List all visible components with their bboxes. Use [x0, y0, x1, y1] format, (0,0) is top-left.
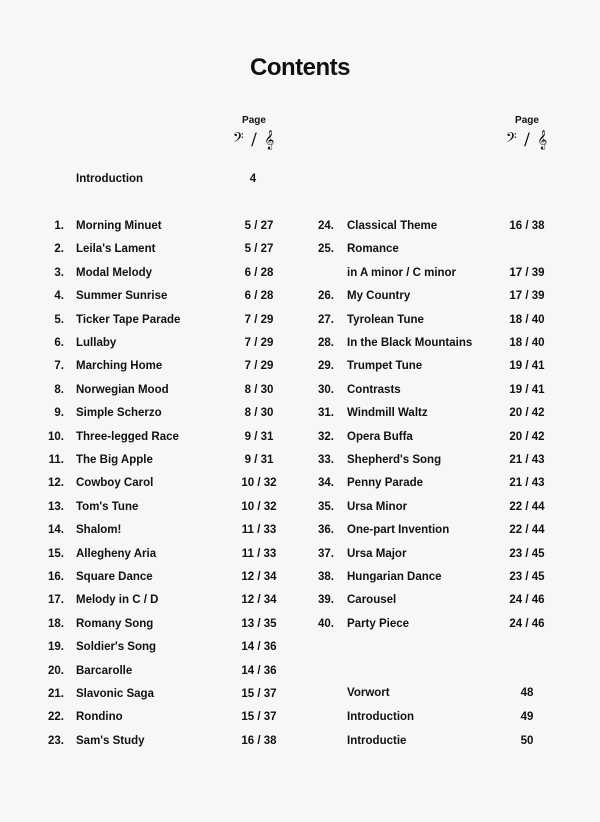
entry-number: 3. — [54, 266, 64, 279]
entry-page: 7 / 29 — [244, 360, 274, 373]
entry-title: Hungarian Dance — [347, 571, 442, 583]
entry-page: 18 / 40 — [509, 337, 545, 349]
entry-number: 12. — [48, 477, 64, 490]
page-label: Page — [242, 115, 266, 126]
entry-number: 24. — [318, 220, 334, 232]
contents-entry — [0, 474, 600, 492]
entry-title: One-part Invention — [347, 524, 450, 537]
entry-number: 4. — [54, 290, 64, 303]
entry-title: Introduction — [347, 711, 415, 723]
entry-page: 19 / 41 — [509, 360, 545, 373]
entry-number: 7. — [54, 360, 64, 373]
entry-page: 10 / 32 — [241, 500, 277, 513]
entry-page: 9 / 31 — [244, 430, 274, 443]
entry-title: Carousel — [347, 594, 397, 607]
entry-number: 34. — [318, 477, 334, 490]
entry-page: 21 / 43 — [509, 477, 545, 490]
entry-number: 23. — [48, 734, 64, 747]
entry-number: 1. — [54, 220, 64, 232]
entry-title: Romany Song — [76, 617, 154, 630]
contents-entry — [0, 615, 600, 633]
entry-title: Opera Buffa — [347, 430, 413, 443]
entry-page: 18 / 40 — [509, 313, 545, 326]
entry-number: 32. — [318, 430, 334, 443]
entry-page: 4 — [249, 173, 257, 185]
entry-page: 23 / 45 — [509, 571, 545, 583]
entry-title: Morning Minuet — [76, 220, 162, 232]
entry-title: Shalom! — [76, 524, 122, 537]
contents-entry — [0, 498, 600, 516]
entry-page: 15 / 37 — [241, 711, 277, 724]
entry-number: 37. — [318, 547, 334, 560]
entry-page: 22 / 44 — [509, 500, 545, 513]
entry-page: 50 — [520, 735, 534, 747]
entry-page: 48 — [520, 687, 534, 699]
entry-page: 21 / 43 — [509, 454, 545, 466]
entry-number: 10. — [48, 430, 64, 443]
entry-page: 12 / 34 — [241, 571, 277, 583]
entry-number: 18. — [48, 617, 64, 630]
entry-title: Cowboy Carol — [76, 477, 154, 490]
entry-page: 14 / 36 — [241, 664, 277, 677]
entry-title: Windmill Waltz — [347, 407, 428, 420]
entry-page: 7 / 29 — [244, 337, 274, 349]
entry-title: Sam's Study — [76, 734, 145, 747]
entry-page: 6 / 28 — [244, 290, 274, 303]
entry-title: Simple Scherzo — [76, 407, 162, 420]
entry-title: Melody in C / D — [76, 594, 159, 607]
entry-title: Ticker Tape Parade — [76, 313, 181, 326]
entry-title: in A minor / C minor — [347, 266, 457, 279]
entry-number: 22. — [48, 711, 64, 724]
entry-title: Allegheny Aria — [76, 547, 157, 560]
entry-title: Penny Parade — [347, 477, 424, 490]
contents-entry — [0, 311, 600, 329]
entry-title: Tom's Tune — [76, 500, 139, 513]
entry-page: 12 / 34 — [241, 594, 277, 607]
page-column-header-left — [224, 115, 284, 150]
contents-entry — [0, 568, 600, 586]
entry-page: 14 / 36 — [241, 641, 277, 654]
entry-title: Romance — [347, 243, 399, 256]
entry-page: 23 / 45 — [509, 547, 545, 560]
entry-title: Classical Theme — [347, 220, 438, 232]
entry-page: 10 / 32 — [241, 477, 277, 490]
entry-number: 11. — [48, 454, 64, 466]
entry-title: Norwegian Mood — [76, 383, 169, 396]
entry-number: 35. — [318, 500, 334, 513]
entry-number: 27. — [318, 313, 334, 326]
entry-page: 5 / 27 — [244, 243, 274, 256]
entry-page: 17 / 39 — [509, 266, 545, 279]
entry-page: 6 / 28 — [244, 266, 274, 279]
entry-page: 11 / 33 — [241, 524, 277, 537]
entry-number: 36. — [318, 524, 334, 537]
entry-number: 28. — [318, 337, 334, 349]
contents-entry — [0, 217, 600, 235]
entry-number: 9. — [54, 407, 64, 420]
contents-entry — [0, 684, 600, 702]
entry-page: 8 / 30 — [244, 383, 274, 396]
entry-page: 5 / 27 — [244, 220, 274, 232]
entry-number: 19. — [48, 641, 64, 654]
contents-entry — [0, 240, 600, 258]
contents-entry — [0, 334, 600, 352]
page-title: Contents — [250, 54, 350, 81]
entry-number: 21. — [48, 688, 64, 700]
entry-title: Tyrolean Tune — [347, 313, 424, 326]
entry-number: 31. — [318, 407, 334, 420]
entry-title: Introductie — [347, 735, 407, 747]
entry-page: 19 / 41 — [509, 383, 545, 396]
contents-entry — [0, 545, 600, 563]
entry-page: 20 / 42 — [509, 407, 545, 420]
page-column-header-right — [497, 115, 557, 150]
contents-entry — [0, 662, 600, 680]
contents-entry — [0, 428, 600, 446]
entry-number: 33. — [318, 454, 334, 466]
entry-title: Soldier's Song — [76, 641, 157, 654]
entry-number: 16. — [48, 571, 64, 583]
entry-page: 13 / 35 — [241, 617, 277, 630]
entry-number: 5. — [54, 313, 64, 326]
entry-number: 8. — [54, 383, 64, 396]
entry-page: 9 / 31 — [244, 454, 274, 466]
entry-number: 30. — [318, 383, 334, 396]
contents-entry — [0, 521, 600, 539]
entry-number: 2. — [54, 243, 64, 256]
entry-title: Trumpet Tune — [347, 360, 423, 373]
contents-entry — [0, 451, 600, 469]
entry-title: In the Black Mountains — [347, 337, 473, 349]
entry-page: 15 / 37 — [241, 688, 277, 700]
entry-page: 49 — [520, 711, 534, 723]
entry-title: Vorwort — [347, 687, 390, 699]
entry-page: 8 / 30 — [244, 407, 274, 420]
entry-number: 38. — [318, 571, 334, 583]
contents-entry — [0, 357, 600, 375]
entry-title: Summer Sunrise — [76, 290, 168, 303]
entry-title: Ursa Major — [347, 547, 407, 560]
contents-entry — [0, 287, 600, 305]
contents-entry — [0, 404, 600, 422]
entry-page: 22 / 44 — [509, 524, 545, 537]
contents-entry — [0, 732, 600, 750]
contents-entry — [0, 591, 600, 609]
entry-title: Slavonic Saga — [76, 688, 154, 700]
entry-title: Three-legged Race — [76, 430, 179, 443]
entry-title: Introduction — [76, 173, 144, 185]
entry-title: Rondino — [76, 711, 123, 724]
contents-entry — [0, 381, 600, 399]
contents-entry — [0, 638, 600, 656]
entry-page: 11 / 33 — [241, 547, 277, 560]
entry-number: 6. — [54, 337, 64, 349]
entry-page: 16 / 38 — [241, 734, 277, 747]
entry-title: Contrasts — [347, 383, 401, 396]
entry-title: Barcarolle — [76, 664, 133, 677]
entry-number: 40. — [318, 617, 334, 630]
entry-page: 7 / 29 — [244, 313, 274, 326]
entry-page: 16 / 38 — [509, 220, 545, 232]
entry-number: 26. — [318, 290, 334, 303]
contents-entry — [0, 708, 600, 726]
entry-number: 14. — [48, 524, 64, 537]
entry-title: Leila's Lament — [76, 243, 156, 256]
entry-number: 20. — [48, 664, 64, 677]
entry-title: Shepherd's Song — [347, 454, 442, 466]
entry-page: 24 / 46 — [509, 617, 545, 630]
entry-title: Party Piece — [347, 617, 410, 630]
entry-title: My Country — [347, 290, 411, 303]
entry-page: 17 / 39 — [509, 290, 545, 303]
introduction-entry — [0, 170, 600, 188]
entry-title: Ursa Minor — [347, 500, 408, 513]
entry-number: 13. — [48, 500, 64, 513]
entry-title: Modal Melody — [76, 266, 153, 279]
entry-title: Lullaby — [76, 337, 117, 349]
entry-page: 20 / 42 — [509, 430, 545, 443]
page-label: Page — [515, 115, 539, 126]
entry-number: 29. — [318, 360, 334, 373]
clef-icons: 𝄢 / 𝄞 — [232, 130, 276, 150]
entry-title: Square Dance — [76, 571, 153, 583]
entry-number: 17. — [48, 594, 64, 607]
entry-title: The Big Apple — [76, 454, 153, 466]
entry-title: Marching Home — [76, 360, 163, 373]
clef-icons: 𝄢 / 𝄞 — [505, 130, 549, 150]
entry-number: 39. — [318, 594, 334, 607]
contents-entry — [0, 264, 600, 282]
entry-number: 25. — [318, 243, 334, 256]
entry-page: 24 / 46 — [509, 594, 545, 607]
entry-number: 15. — [48, 547, 64, 560]
